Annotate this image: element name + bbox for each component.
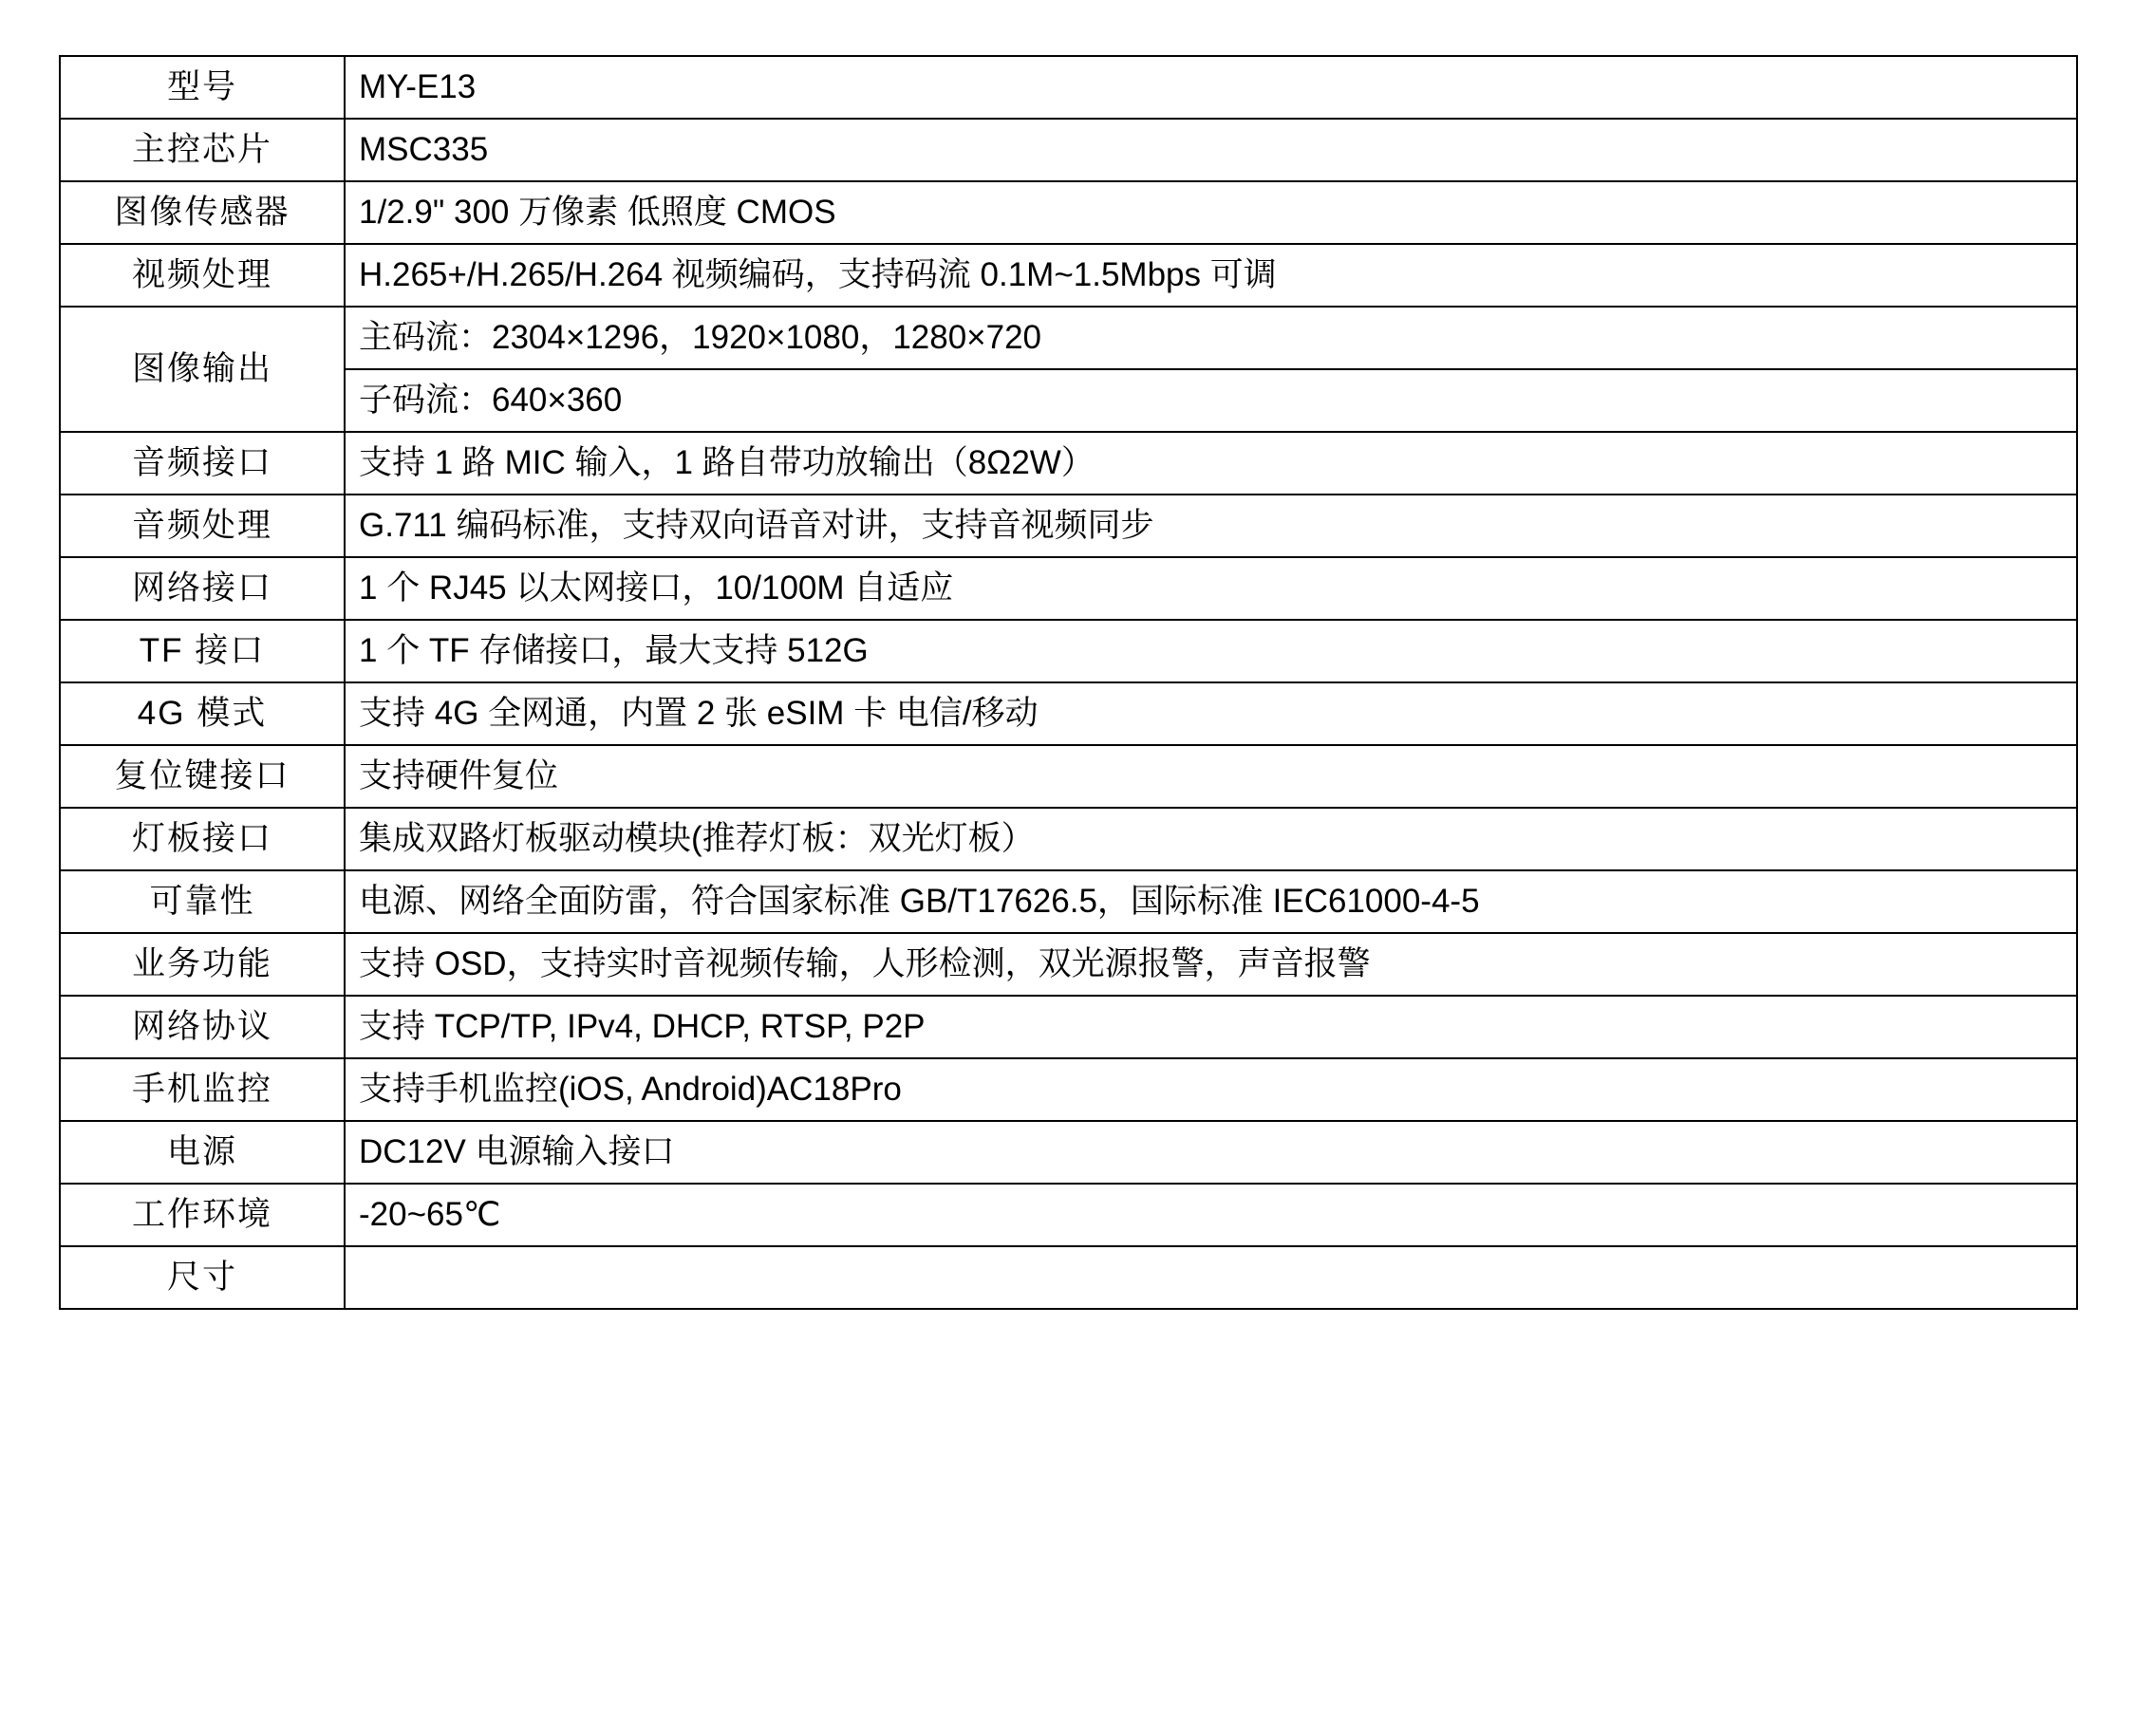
row-label: TF 接口 bbox=[60, 620, 345, 682]
row-value: G.711 编码标准，支持双向语音对讲，支持音视频同步 bbox=[345, 495, 2077, 557]
row-value bbox=[345, 1246, 2077, 1309]
table-row bbox=[60, 119, 2077, 181]
row-label: 主控芯片 bbox=[60, 119, 345, 181]
row-label: 尺寸 bbox=[60, 1246, 345, 1309]
table-row bbox=[60, 1121, 2077, 1184]
row-value: 支持手机监控(iOS, Android)AC18Pro bbox=[345, 1058, 2077, 1121]
row-label: 灯板接口 bbox=[60, 808, 345, 870]
row-value: 支持硬件复位 bbox=[345, 745, 2077, 808]
row-label: 复位键接口 bbox=[60, 745, 345, 808]
table-row bbox=[60, 369, 2077, 432]
row-value: MSC335 bbox=[345, 119, 2077, 181]
row-value: 主码流：2304×1296，1920×1080，1280×720 bbox=[345, 307, 2077, 369]
row-label: 网络协议 bbox=[60, 996, 345, 1058]
row-value: MY-E13 bbox=[345, 56, 2077, 119]
table-row bbox=[60, 181, 2077, 244]
table-row bbox=[60, 682, 2077, 745]
row-value: 1/2.9" 300 万像素 低照度 CMOS bbox=[345, 181, 2077, 244]
table-row bbox=[60, 933, 2077, 996]
row-label: 图像输出 bbox=[60, 307, 345, 432]
row-value: 支持 OSD，支持实时音视频传输，人形检测，双光源报警，声音报警 bbox=[345, 933, 2077, 996]
table-row bbox=[60, 244, 2077, 307]
row-value: 集成双路灯板驱动模块(推荐灯板：双光灯板） bbox=[345, 808, 2077, 870]
row-value: H.265+/H.265/H.264 视频编码，支持码流 0.1M~1.5Mbps 可调 bbox=[345, 244, 2077, 307]
row-label: 工作环境 bbox=[60, 1184, 345, 1246]
table-row bbox=[60, 432, 2077, 495]
row-value: 电源、网络全面防雷，符合国家标准 GB/T17626.5，国际标准 IEC61000-4-5 bbox=[345, 870, 2077, 933]
row-label: 4G 模式 bbox=[60, 682, 345, 745]
row-label: 业务功能 bbox=[60, 933, 345, 996]
row-value: 子码流：640×360 bbox=[345, 369, 2077, 432]
row-label: 电源 bbox=[60, 1121, 345, 1184]
row-value: 支持 1 路 MIC 输入，1 路自带功放输出（8Ω2W） bbox=[345, 432, 2077, 495]
row-label: 可靠性 bbox=[60, 870, 345, 933]
row-label: 图像传感器 bbox=[60, 181, 345, 244]
table-row bbox=[60, 870, 2077, 933]
row-label: 手机监控 bbox=[60, 1058, 345, 1121]
row-label: 网络接口 bbox=[60, 557, 345, 620]
row-value: 1 个 RJ45 以太网接口，10/100M 自适应 bbox=[345, 557, 2077, 620]
specification-table bbox=[59, 55, 2078, 1310]
row-value: 支持 4G 全网通，内置 2 张 eSIM 卡 电信/移动 bbox=[345, 682, 2077, 745]
row-value: 支持 TCP/TP, IPv4, DHCP, RTSP, P2P bbox=[345, 996, 2077, 1058]
table-row bbox=[60, 1246, 2077, 1309]
table-row bbox=[60, 996, 2077, 1058]
table-row bbox=[60, 1058, 2077, 1121]
table-row bbox=[60, 557, 2077, 620]
row-value: DC12V 电源输入接口 bbox=[345, 1121, 2077, 1184]
table-row bbox=[60, 495, 2077, 557]
specification-table-body bbox=[60, 56, 2077, 1309]
table-row bbox=[60, 620, 2077, 682]
table-row bbox=[60, 1184, 2077, 1246]
row-label: 音频接口 bbox=[60, 432, 345, 495]
row-label: 视频处理 bbox=[60, 244, 345, 307]
table-row bbox=[60, 808, 2077, 870]
table-row bbox=[60, 745, 2077, 808]
row-value: -20~65℃ bbox=[345, 1184, 2077, 1246]
row-value: 1 个 TF 存储接口，最大支持 512G bbox=[345, 620, 2077, 682]
table-row bbox=[60, 56, 2077, 119]
row-label: 音频处理 bbox=[60, 495, 345, 557]
table-row bbox=[60, 307, 2077, 369]
row-label: 型号 bbox=[60, 56, 345, 119]
